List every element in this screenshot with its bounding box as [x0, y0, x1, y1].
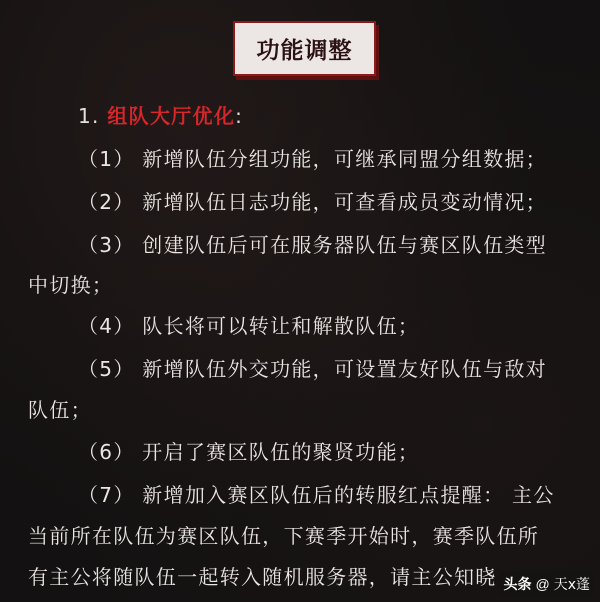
section-title: 组队大厅优化: [107, 104, 236, 128]
item-line: （5） 新增队伍外交功能，可设置友好队伍与敌对: [78, 357, 547, 381]
page-title: 功能调整: [256, 38, 353, 64]
item-line-continuation: 有主公将随队伍一起转入随机服务器，请主公知晓: [28, 565, 497, 589]
section-heading: [78, 103, 243, 129]
watermark-username: 天x蓬: [553, 577, 590, 593]
item-line-continuation: 当前所在队伍为赛区队伍，下赛季开始时，赛季队伍所: [28, 524, 540, 548]
watermark-app-name: 头条: [503, 576, 532, 592]
title-banner: [233, 21, 376, 76]
section-number: 1.: [78, 104, 100, 128]
item-line: （1） 新增队伍分组功能，可继承同盟分组数据；: [78, 147, 547, 171]
item-line-continuation: 中切换；: [28, 273, 114, 297]
item-line-continuation: 队伍；: [28, 398, 92, 422]
section-colon: :: [235, 104, 244, 128]
item-line: （3） 创建队伍后可在服务器队伍与赛区队伍类型: [78, 233, 547, 257]
watermark-at: @: [535, 576, 550, 592]
item-line: （2） 新增队伍日志功能，可查看成员变动情况；: [78, 190, 547, 214]
watermark: [499, 572, 594, 596]
item-line: （4） 队长将可以转让和解散队伍；: [78, 314, 420, 338]
item-line: （6） 开启了赛区队伍的聚贤功能；: [78, 440, 420, 464]
item-line: （7） 新增加入赛区队伍后的转服红点提醒： 主公: [78, 483, 555, 507]
